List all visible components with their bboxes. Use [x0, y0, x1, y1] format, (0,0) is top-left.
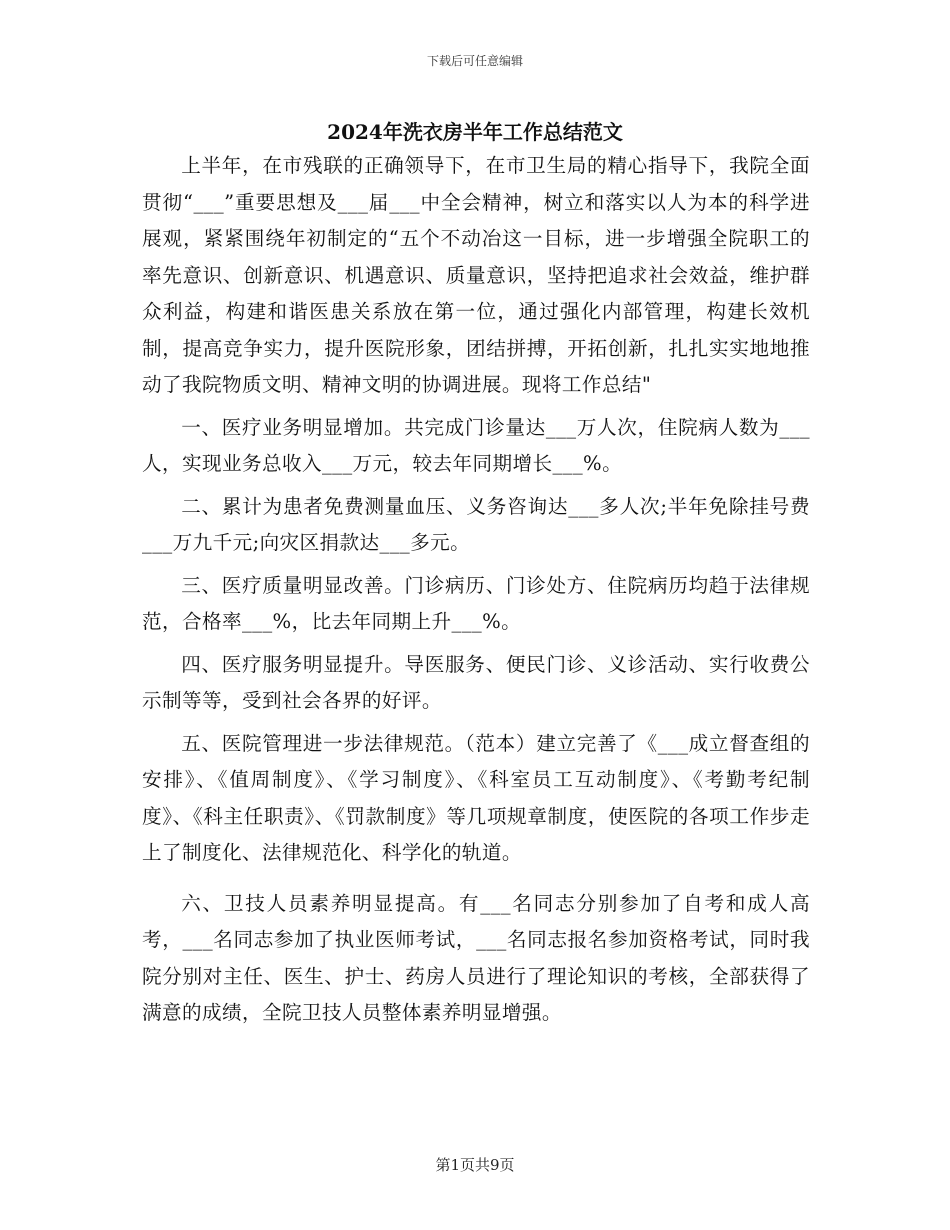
paragraph-item-6: 六、卫技人员素养明显提高。有___名同志分别参加了自考和成人高考，___名同志参加了执业医师考试，___名同志报名参加资格考试，同时我院分别对主任、医生、护士、药房人员进行了理论知识的考核，全部获得了满意的成绩，全院卫技人员整体素养明显增强。 [142, 891, 810, 1024]
page-number: 第1页共9页 [435, 1156, 515, 1174]
paragraph-item-5: 五、医院管理进一步法律规范。（范本）建立完善了《___成立督查组的安排》、《值周制度》、《学习制度》、《科室员工互动制度》、《考勤考纪制度》、《科主任职责》、《罚款制度》等几项规章制度，使医院的各项工作步走上了制度化、法律规范化、科学化的轨道。 [142, 731, 810, 864]
header-note: 下载后可任意编辑 [426, 54, 523, 68]
paragraph-item-4: 四、医疗服务明显提升。导医服务、便民门诊、义诊活动、实行收费公示制等等，受到社会各界的好评。 [142, 652, 810, 712]
paragraph-intro: 上半年，在市残联的正确领导下，在市卫生局的精心指导下，我院全面贯彻“___”重要思想及___届___中全会精神，树立和落实以人为本的科学进展观，紧紧围绕年初制定的“五个不动冶这一目标，进一步增强全院职工的率先意识、创新意识、机遇意识、质量意识，坚持把追求社会效益，维护群众利益，构建和谐医患关系放在第一位，通过强化内部管理，构建长效机制，提高竞争实力，提升医院形象，团结拼搏，开拓创新，扎扎实实地地推动了我院物质文明、精神文明的协调进展。现将工作总结" [142, 154, 810, 396]
document-body [142, 148, 810, 1038]
document-title: 2024年洗衣房半年工作总结范文 [327, 120, 623, 144]
paragraph-item-3: 三、医疗质量明显改善。门诊病历、门诊处方、住院病历均趋于法律规范，合格率___%，比去年同期上升___%。 [142, 573, 810, 633]
paragraph-item-2: 二、累计为患者免费测量血压、义务咨询达___多人次;半年免除挂号费___万九千元;向灾区捐款达___多元。 [142, 494, 810, 554]
paragraph-item-1: 一、医疗业务明显增加。共完成门诊量达___万人次，住院病人数为___人，实现业务总收入___万元，较去年同期增长___%。 [142, 415, 810, 475]
